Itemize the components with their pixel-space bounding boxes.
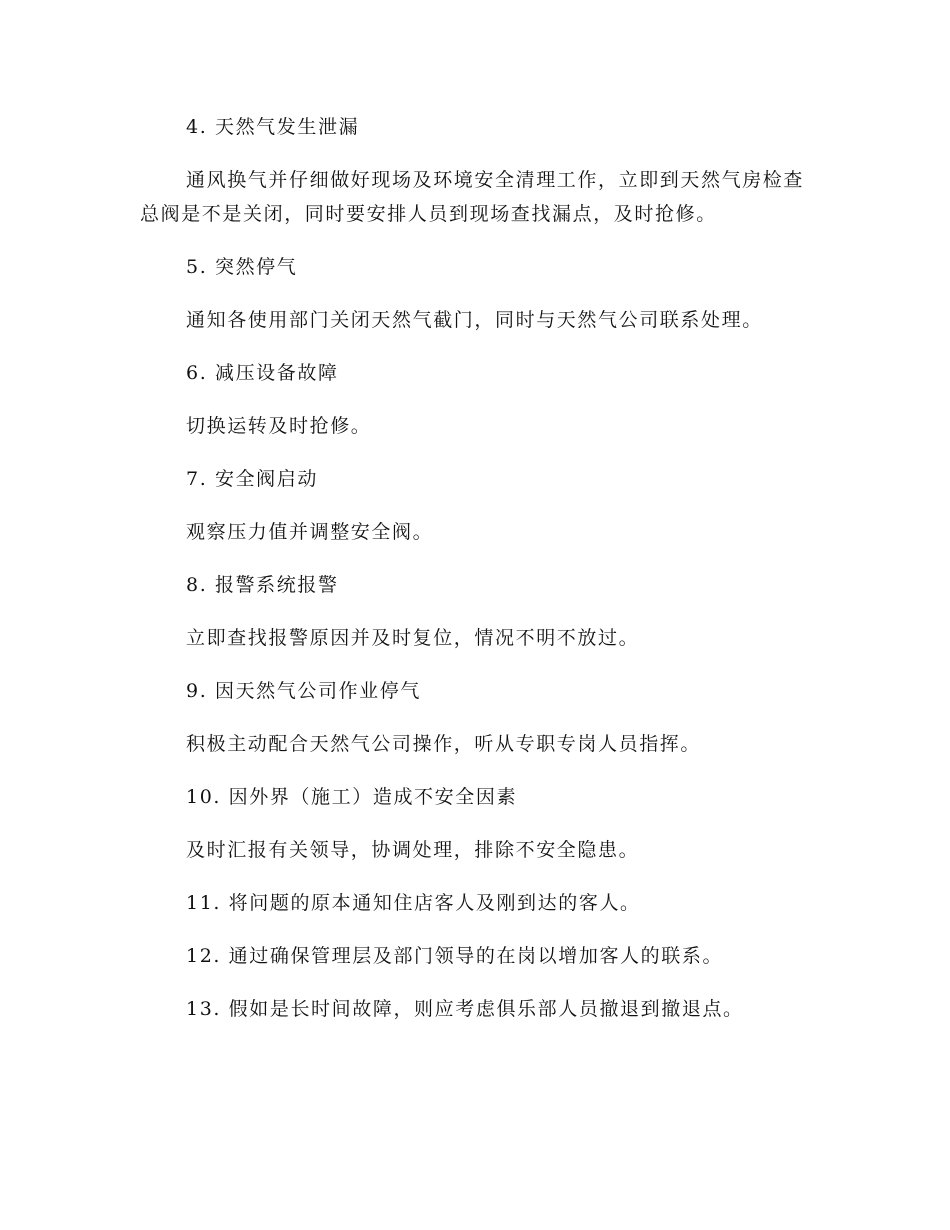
section-heading-5: 5. 突然停气 bbox=[186, 256, 298, 278]
section-heading-9: 9. 因天然气公司作业停气 bbox=[186, 680, 421, 702]
section-body-8: 立即查找报警原因并及时复位，情况不明不放过。 bbox=[186, 627, 640, 649]
section-heading-10: 10. 因外界（施工）造成不安全因素 bbox=[186, 786, 518, 808]
section-body-9: 积极主动配合天然气公司操作，听从专职专岗人员指挥。 bbox=[186, 733, 702, 755]
section-heading-6: 6. 减压设备故障 bbox=[186, 362, 339, 384]
section-body-7: 观察压力值并调整安全阀。 bbox=[186, 521, 434, 543]
list-item-12: 12. 通过确保管理层及部门领导的在岗以增加客人的联系。 bbox=[186, 945, 724, 967]
section-body-5: 通知各使用部门关闭天然气截门，同时与天然气公司联系处理。 bbox=[186, 309, 763, 331]
section-heading-7: 7. 安全阀启动 bbox=[186, 468, 318, 490]
list-item-11: 11. 将问题的原本通知住店客人及刚到达的客人。 bbox=[186, 892, 641, 914]
section-body-4: 通风换气并仔细做好现场及环境安全清理工作，立即到天然气房检查总阀是不是关闭，同时要安排人员到现场查找漏点，及时抢修。 bbox=[140, 169, 805, 225]
section-heading-4: 4. 天然气发生泄漏 bbox=[186, 116, 360, 138]
section-body-6: 切换运转及时抢修。 bbox=[186, 415, 372, 437]
list-item-13: 13. 假如是长时间故障，则应考虑俱乐部人员撤退到撤退点。 bbox=[186, 998, 744, 1020]
document-body bbox=[140, 110, 810, 1026]
section-heading-8: 8. 报警系统报警 bbox=[186, 574, 339, 596]
section-body-10: 及时汇报有关领导，协调处理，排除不安全隐患。 bbox=[186, 839, 640, 861]
